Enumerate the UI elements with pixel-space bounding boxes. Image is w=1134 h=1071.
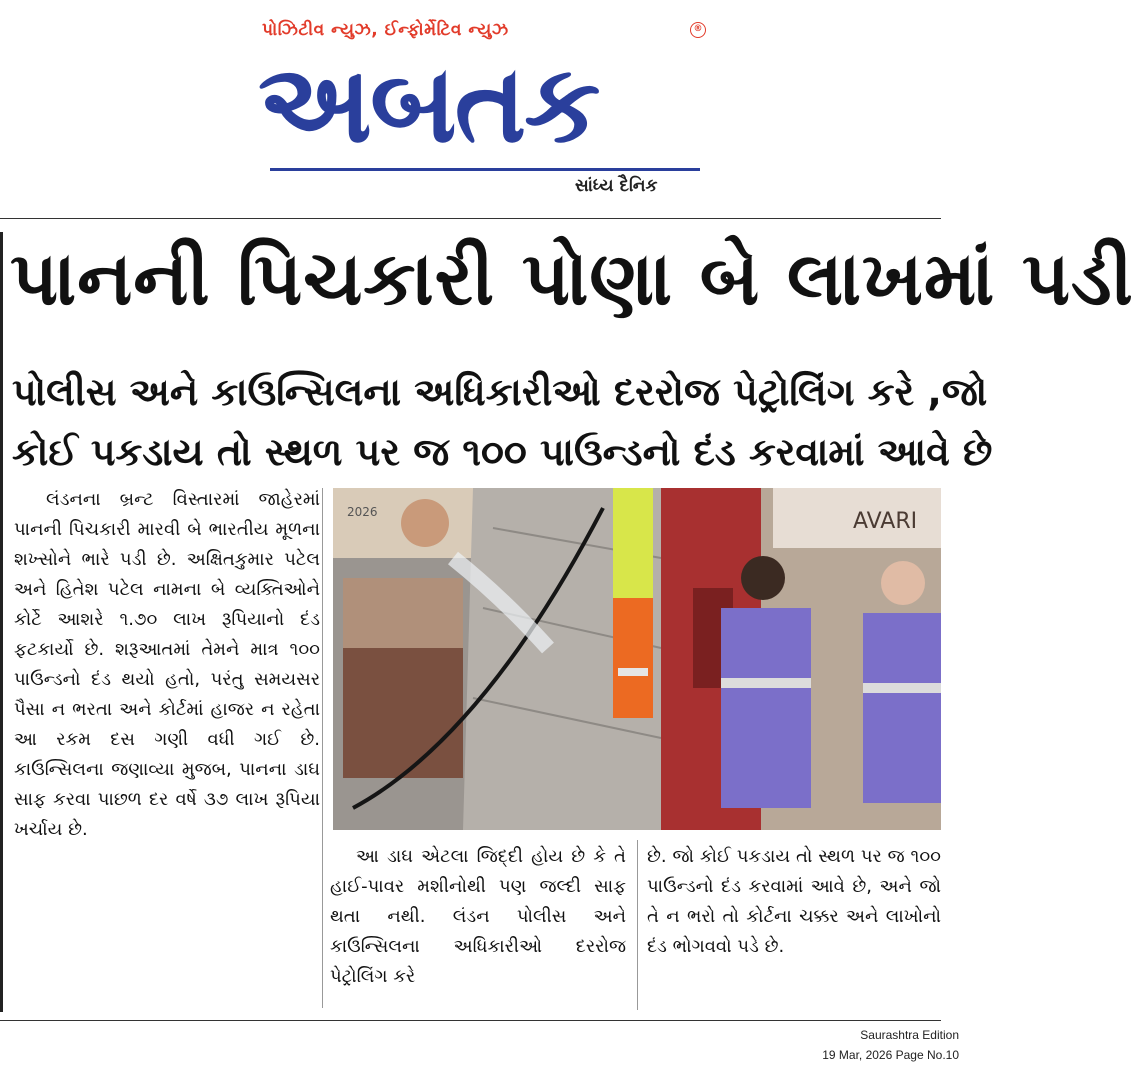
masthead bbox=[0, 0, 969, 215]
top-rule bbox=[0, 218, 941, 219]
news-photo bbox=[333, 488, 941, 830]
footer-date-page: 19 Mar, 2026 Page No.10 bbox=[822, 1048, 959, 1062]
footer-edition: Saurashtra Edition bbox=[860, 1028, 959, 1042]
logo-underline bbox=[270, 168, 700, 171]
column-divider bbox=[322, 488, 323, 1008]
shop-sign-text: AVARI bbox=[853, 509, 918, 534]
article-paragraph: લંડનના બ્રન્ટ વિસ્તારમાં જાહેરમાં પાનની પિચકારી મારવી બે ભારતીય મૂળના શખ્સોને ભારે પડી છે. અક્ષિતકુમાર પટેલ અને હિતેશ પટેલ નામના બે વ્યક્તિઓને કોર્ટે આશરે ૧.૭૦ લાખ રૂપિયાનો દંડ ફટકાર્યો છે. શરૂઆતમાં તેમને માત્ર ૧૦૦ પાઉન્ડનો દંડ થયો હતો, પરંતુ સમયસર પૈસા ન ભરતા અને કોર્ટમાં હાજર ન રહેતા આ રકમ દસ ગણી વધી ગઈ છે. કાઉન્સિલના જણાવ્યા મુજબ, પાનના ડાઘ સાફ કરવા પાછળ દર વર્ષે ૩૭ લાખ રૂપિયા ખર્ચાય છે. bbox=[14, 489, 320, 840]
subheadline-line1: પોલીસ અને કાઉન્સિલના અધિકારીઓ દરરોજ પેટ્રોલિંગ કરે ,જો bbox=[12, 370, 988, 414]
article-column-2 bbox=[330, 842, 626, 992]
left-border bbox=[0, 232, 3, 1012]
headline: પાનની પિચકારી પોણા બે લાખમાં પડી bbox=[10, 236, 1134, 322]
bottom-rule bbox=[0, 1020, 941, 1021]
column-divider bbox=[637, 840, 638, 1010]
article-paragraph: છે. જો કોઈ પકડાય તો સ્થળ પર જ ૧૦૦ પાઉન્ડનો દંડ કરવામાં આવે છે, અને જો તે ન ભરો તો કોર્ટના ચક્કર અને લાખોનો દંડ ભોગવવો પડે છે. bbox=[647, 846, 941, 957]
edition-label: સાંધ્ય દૈનિક bbox=[575, 176, 658, 196]
article-paragraph: આ ડાઘ એટલા જિદ્દી હોય છે કે તે હાઈ-પાવર મશીનોથી પણ જલ્દી સાફ થતા નથી. લંડન પોલીસ અને કાઉન્સિલના અધિકારીઓ દરરોજ પેટ્રોલિંગ કરે bbox=[330, 846, 626, 987]
masthead-tagline: પોઝિટીવ ન્યુઝ, ઈન્ફોર્મેટિવ ન્યુઝ bbox=[262, 20, 509, 40]
article-column-1 bbox=[14, 485, 320, 845]
subheadline-line2: કોઈ પકડાય તો સ્થળ પર જ ૧૦૦ પાઉન્ડનો દંડ કરવામાં આવે છે bbox=[12, 430, 993, 474]
article-column-3 bbox=[647, 842, 941, 962]
newspaper-logo: અબતક bbox=[258, 42, 599, 167]
poster-text: 2026 bbox=[347, 505, 378, 519]
registered-mark-icon: ® bbox=[690, 22, 706, 38]
photo-illustration bbox=[333, 488, 941, 830]
